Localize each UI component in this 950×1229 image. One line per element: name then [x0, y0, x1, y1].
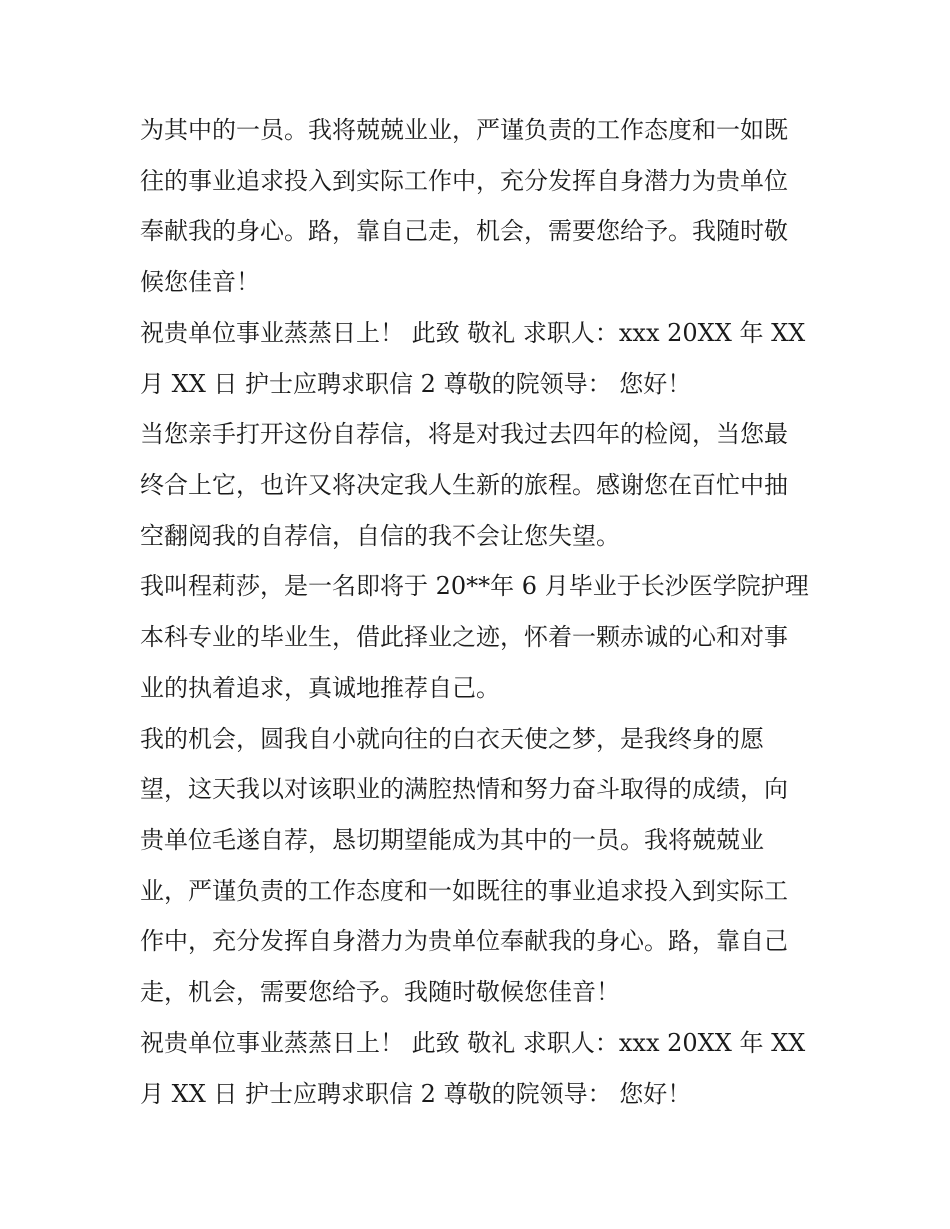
- text-line: 祝贵单位事业蒸蒸日上！ 此致 敬礼 求职人：xxx 20XX 年 XX: [140, 319, 806, 347]
- text-line: 业，严谨负责的工作态度和一如既往的事业追求投入到实际工: [140, 877, 788, 905]
- text-line: 候您佳音！: [140, 268, 260, 296]
- text-line: 业的执着追求，真诚地推荐自己。: [140, 674, 500, 702]
- text-line: 当您亲手打开这份自荐信，将是对我过去四年的检阅，当您最: [140, 420, 788, 448]
- text-line: 贵单位毛遂自荐，恳切期望能成为其中的一员。我将兢兢业: [140, 826, 764, 854]
- text-line: 月 XX 日 护士应聘求职信 2 尊敬的院领导： 您好！: [140, 1080, 692, 1108]
- text-line: 为其中的一员。我将兢兢业业，严谨负责的工作态度和一如既: [140, 116, 788, 144]
- text-line: 往的事业追求投入到实际工作中，充分发挥自身潜力为贵单位: [140, 167, 788, 195]
- text-line: 我叫程莉莎，是一名即将于 20**年 6 月毕业于长沙医学院护理: [140, 572, 809, 600]
- text-line: 终合上它，也许又将决定我人生新的旅程。感谢您在百忙中抽: [140, 471, 788, 499]
- text-line: 奉献我的身心。路，靠自己走，机会，需要您给予。我随时敬: [140, 217, 788, 245]
- text-line: 祝贵单位事业蒸蒸日上！ 此致 敬礼 求职人：xxx 20XX 年 XX: [140, 1029, 806, 1057]
- text-line: 走，机会，需要您给予。我随时敬候您佳音！: [140, 978, 620, 1006]
- text-line: 月 XX 日 护士应聘求职信 2 尊敬的院领导： 您好！: [140, 370, 692, 398]
- text-line: 我的机会，圆我自小就向往的白衣天使之梦，是我终身的愿: [140, 725, 764, 753]
- text-line: 本科专业的毕业生，借此择业之迹，怀着一颗赤诚的心和对事: [140, 623, 788, 651]
- text-line: 作中，充分发挥自身潜力为贵单位奉献我的身心。路，靠自己: [140, 927, 788, 955]
- text-line: 望，这天我以对该职业的满腔热情和努力奋斗取得的成绩，向: [140, 775, 788, 803]
- text-line: 空翻阅我的自荐信，自信的我不会让您失望。: [140, 522, 620, 550]
